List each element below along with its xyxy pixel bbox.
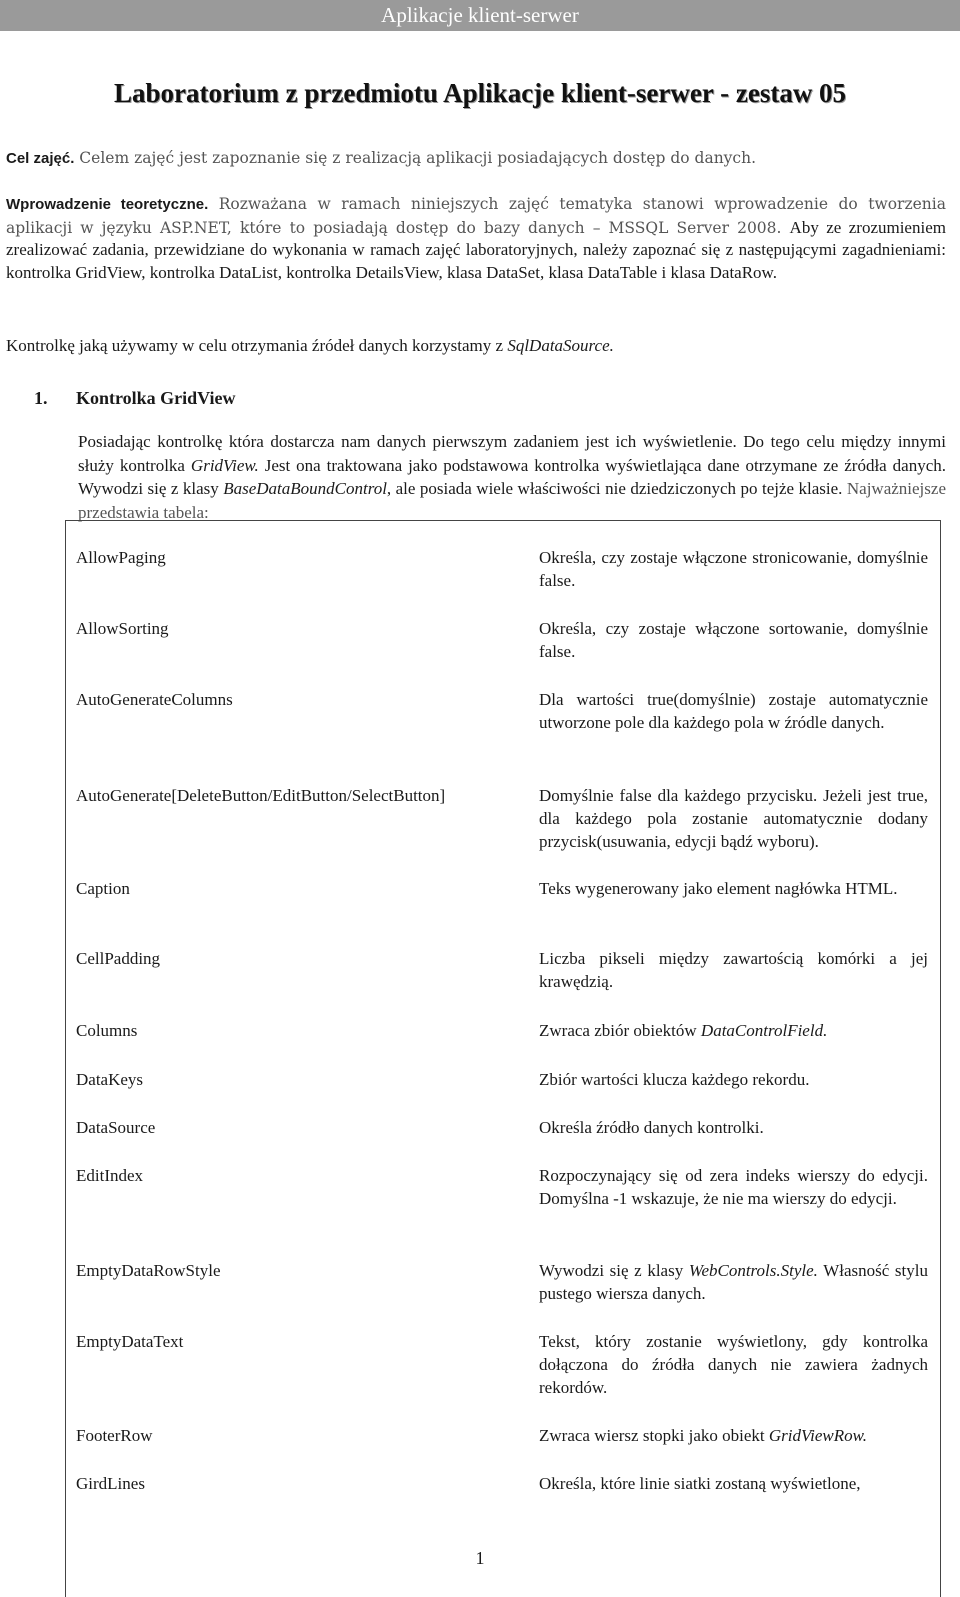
description-italic: WebControls.Style. (688, 1261, 818, 1280)
section-body-text-2: Jest ona traktowana jako podstawowa kontrolka wyświetlająca dane otrzymane ze źródła danych. Wywodzi się z klasy (78, 455, 946, 498)
property-description: Określa, czy zostaje włączone stronicowanie, domyślnie false. (539, 548, 928, 590)
property-description: Liczba pikseli między zawartością komórki a jej krawędzią. (539, 949, 928, 991)
table-border-right (940, 520, 941, 1597)
property-name: AllowSorting (76, 619, 169, 638)
section-body-text-4: Najważniejsze przedstawia tabela: (78, 479, 946, 522)
property-description: Tekst, który zostanie wyświetlony, gdy kontrolka dołączona do źródła danych nie zawiera żadnych rekordów. (539, 1332, 928, 1397)
description-text: Wywodzi się z klasy (539, 1261, 689, 1280)
property-description: Zbiór wartości klucza każdego rekordu. (539, 1070, 810, 1089)
property-name: EmptyDataText (76, 1332, 184, 1351)
property-name: EditIndex (76, 1166, 144, 1185)
property-description: Dla wartości true(domyślnie) zostaje automatycznie utworzone pole dla każdego pola w źródle danych. (539, 690, 928, 732)
document-title: Laboratorium z przedmiotu Aplikacje klient-serwer - zestaw 05 (113, 78, 847, 108)
section-body-text-1: Posiadając kontrolkę która dostarcza nam danych pierwszym zadaniem jest ich wyświetlenie. Do tego celu między innymi służy kontrolka (78, 432, 946, 475)
description-italic: DataControlField. (700, 1021, 828, 1040)
property-name: EmptyDataRowStyle (76, 1261, 221, 1280)
property-description: Teks wygenerowany jako element nagłówka HTML. (539, 879, 898, 898)
section-body (78, 430, 946, 524)
section-body-italic-2: BaseDataBoundControl (223, 479, 387, 498)
goal-text: Celem zajęć jest zapoznanie się z realizacją aplikacji posiadających dostęp do danych. (74, 149, 757, 167)
property-description (539, 1019, 928, 1042)
property-description: Określa, które linie siatki zostaną wyświetlone, (539, 1474, 861, 1493)
running-header: Aplikacje klient-serwer (0, 0, 960, 31)
datasource-italic: SqlDataSource. (507, 336, 614, 355)
property-name: Caption (76, 879, 130, 898)
section-heading (34, 388, 236, 409)
property-description: Domyślnie false dla każdego przycisku. Jeżeli jest true, dla każdego pola zostanie automatycznie dodany przycisk(usuwania, edycji bądź wyboru). (539, 786, 928, 851)
goal-paragraph (6, 147, 946, 171)
description-text: Własność stylu pustego wiersza danych. (539, 1261, 928, 1303)
property-name: Columns (76, 1021, 138, 1040)
property-description: Rozpoczynający się od zera indeks wierszy do edycji. Domyślna -1 wskazuje, że nie ma wierszy do edycji. (539, 1166, 928, 1208)
description-italic: GridViewRow. (768, 1426, 867, 1445)
property-description (539, 1259, 928, 1305)
description-text: Zwraca wiersz stopki jako obiekt (539, 1426, 769, 1445)
section-number: 1. (34, 388, 48, 408)
intro-paragraph (6, 193, 946, 284)
property-name: GirdLines (76, 1474, 145, 1493)
section-title: Kontrolka GridView (76, 388, 236, 408)
property-name: FooterRow (76, 1426, 153, 1445)
property-description: Określa źródło danych kontrolki. (539, 1118, 764, 1137)
property-description: Określa, czy zostaje włączone sortowanie, domyślnie false. (539, 619, 928, 661)
table-border-left (65, 520, 66, 1597)
section-body-text-3: , ale posiada wiele właściwości nie dziedziczonych po tejże klasie. (386, 479, 847, 498)
description-text: Zwraca zbiór obiektów (539, 1021, 701, 1040)
datasource-paragraph (6, 335, 946, 358)
property-name: AutoGenerate[DeleteButton/EditButton/SelectButton] (76, 786, 446, 805)
intro-text-a: Rozważana w ramach niniejszych zajęć tematyka stanowi wprowadzenie do tworzenia aplikacji w języku ASP (6, 195, 946, 237)
property-name: DataSource (76, 1118, 156, 1137)
goal-label: Cel zajęć. (6, 150, 75, 167)
section-body-italic-1: GridView. (190, 455, 259, 475)
property-name: AutoGenerateColumns (76, 690, 233, 709)
property-name: CellPadding (76, 949, 161, 968)
intro-text-c: Aby ze zrozumieniem zrealizować zadania, przewidziane do wykonania w ramach zajęć laboratoryjnych, należy zapoznać się z następującymi zagadnieniami: kontrolka GridView, kontrolka DataList, kontrolka DetailsView, klasa DataSet, klasa DataTable i klasa DataRow. (6, 217, 946, 282)
page-number: 1 (475, 1548, 485, 1568)
table-border-top (65, 520, 941, 521)
intro-label: Wprowadzenie teoretyczne. (6, 196, 209, 213)
property-name: DataKeys (76, 1070, 144, 1089)
property-name: AllowPaging (76, 548, 166, 567)
property-description (539, 1424, 928, 1447)
datasource-text: Kontrolkę jaką używamy w celu otrzymania źródeł danych korzystamy z (6, 336, 508, 355)
intro-text-b: .NET, które to posiadają dostęp do bazy danych – MSSQL Server 2008. (189, 218, 790, 237)
